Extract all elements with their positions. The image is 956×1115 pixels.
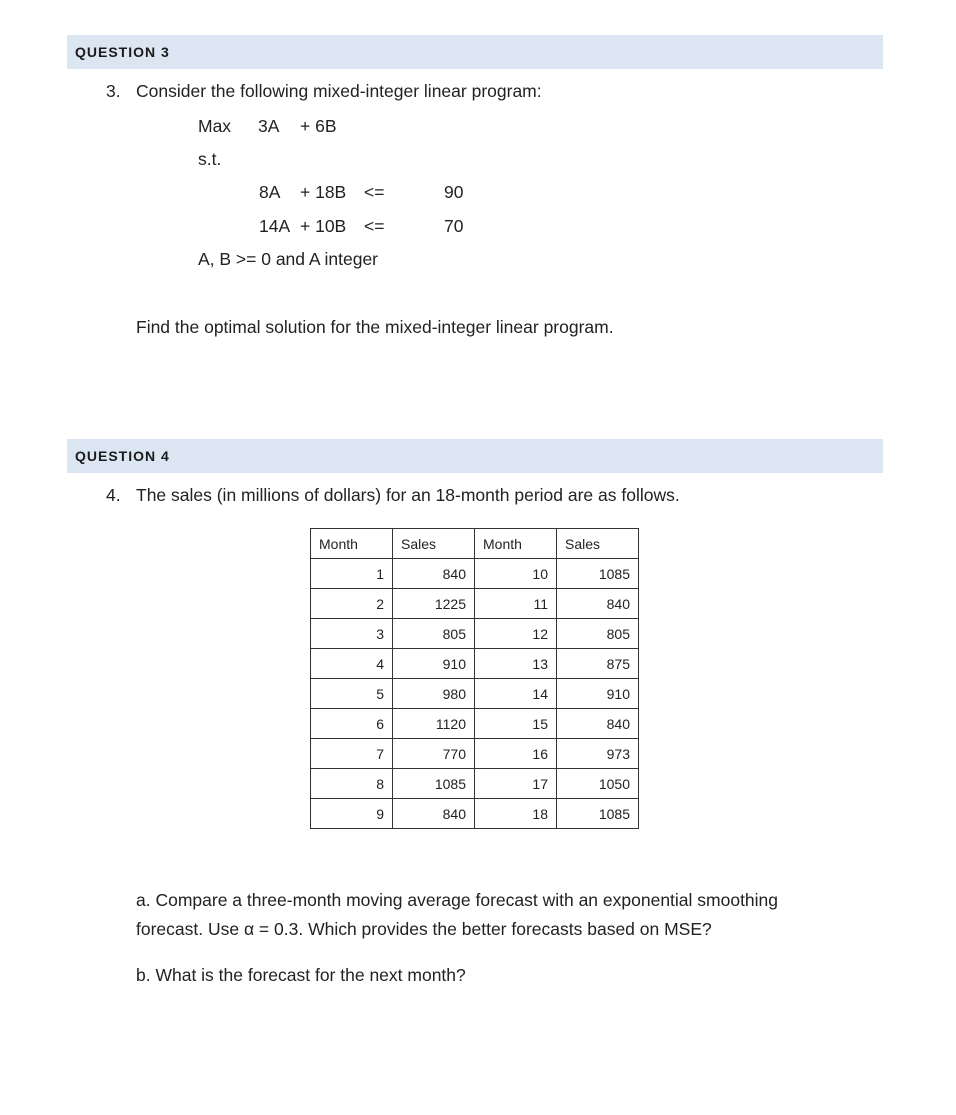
- table-cell: 12: [475, 619, 557, 649]
- table-cell: 14: [475, 679, 557, 709]
- table-cell: 18: [475, 799, 557, 829]
- table-cell: 840: [557, 709, 639, 739]
- table-cell: 840: [393, 799, 475, 829]
- q3-prompt: Consider the following mixed-integer linear program:: [136, 81, 542, 101]
- table-row: [311, 769, 639, 799]
- constraint-1-b: + 18B: [300, 182, 347, 202]
- q3-number: 3.: [106, 81, 121, 101]
- table-cell: 840: [393, 559, 475, 589]
- table-cell: 910: [557, 679, 639, 709]
- variable-domain: A, B >= 0 and A integer: [198, 249, 378, 269]
- q4-number: 4.: [106, 485, 121, 505]
- column-header: Month: [311, 529, 393, 559]
- constraint-1-rhs: 90: [444, 182, 464, 202]
- table-cell: 9: [311, 799, 393, 829]
- constraint-2-a: 14A: [259, 216, 291, 236]
- question-4-title: QUESTION 4: [75, 448, 170, 464]
- table-cell: 1225: [393, 589, 475, 619]
- q4-prompt: The sales (in millions of dollars) for an 18-month period are as follows.: [136, 485, 680, 505]
- table-row: [311, 559, 639, 589]
- table-row: [311, 679, 639, 709]
- table-cell: 17: [475, 769, 557, 799]
- question-4-header: [67, 439, 883, 473]
- table-cell: 2: [311, 589, 393, 619]
- constraint-1-op: <=: [364, 182, 385, 202]
- table-cell: 840: [557, 589, 639, 619]
- table-cell: 875: [557, 649, 639, 679]
- question-3-title: QUESTION 3: [75, 44, 170, 60]
- objective-max-label: Max: [198, 116, 232, 136]
- table-row: [311, 799, 639, 829]
- table-row: [311, 589, 639, 619]
- table-cell: 4: [311, 649, 393, 679]
- table-cell: 910: [393, 649, 475, 679]
- column-header: Sales: [557, 529, 639, 559]
- q4-part-b: b. What is the forecast for the next month?: [136, 965, 466, 985]
- table-row: [311, 619, 639, 649]
- table-cell: 15: [475, 709, 557, 739]
- objective-term-2: + 6B: [300, 116, 337, 136]
- table-cell: 770: [393, 739, 475, 769]
- q3-task: Find the optimal solution for the mixed-integer linear program.: [136, 317, 614, 337]
- table-cell: 1085: [393, 769, 475, 799]
- table-cell: 11: [475, 589, 557, 619]
- table-cell: 5: [311, 679, 393, 709]
- question-3-header: [67, 35, 883, 69]
- constraint-2-b: + 10B: [300, 216, 347, 236]
- objective-term-1: 3A: [258, 116, 280, 136]
- constraint-2-op: <=: [364, 216, 385, 236]
- q4-part-a-line-1: a. Compare a three-month moving average forecast with an exponential smoothing: [136, 890, 779, 910]
- table-cell: 8: [311, 769, 393, 799]
- table-row: [311, 709, 639, 739]
- table-cell: 10: [475, 559, 557, 589]
- table-cell: 973: [557, 739, 639, 769]
- constraint-1-a: 8A: [259, 182, 281, 202]
- table-cell: 3: [311, 619, 393, 649]
- q4-part-a-line-2: forecast. Use α = 0.3. Which provides the better forecasts based on MSE?: [136, 919, 712, 939]
- table-cell: 1085: [557, 559, 639, 589]
- table-cell: 13: [475, 649, 557, 679]
- table-cell: 805: [393, 619, 475, 649]
- table-cell: 1085: [557, 799, 639, 829]
- table-cell: 1: [311, 559, 393, 589]
- constraint-2-rhs: 70: [444, 216, 464, 236]
- table-row: [311, 739, 639, 769]
- table-row: [311, 649, 639, 679]
- subject-to-label: s.t.: [198, 149, 222, 169]
- sales-table: [310, 528, 639, 829]
- table-cell: 6: [311, 709, 393, 739]
- table-cell: 1120: [393, 709, 475, 739]
- table-cell: 805: [557, 619, 639, 649]
- table-cell: 16: [475, 739, 557, 769]
- column-header: Month: [475, 529, 557, 559]
- table-cell: 1050: [557, 769, 639, 799]
- table-header-row: [311, 529, 639, 559]
- column-header: Sales: [393, 529, 475, 559]
- table-cell: 7: [311, 739, 393, 769]
- table-cell: 980: [393, 679, 475, 709]
